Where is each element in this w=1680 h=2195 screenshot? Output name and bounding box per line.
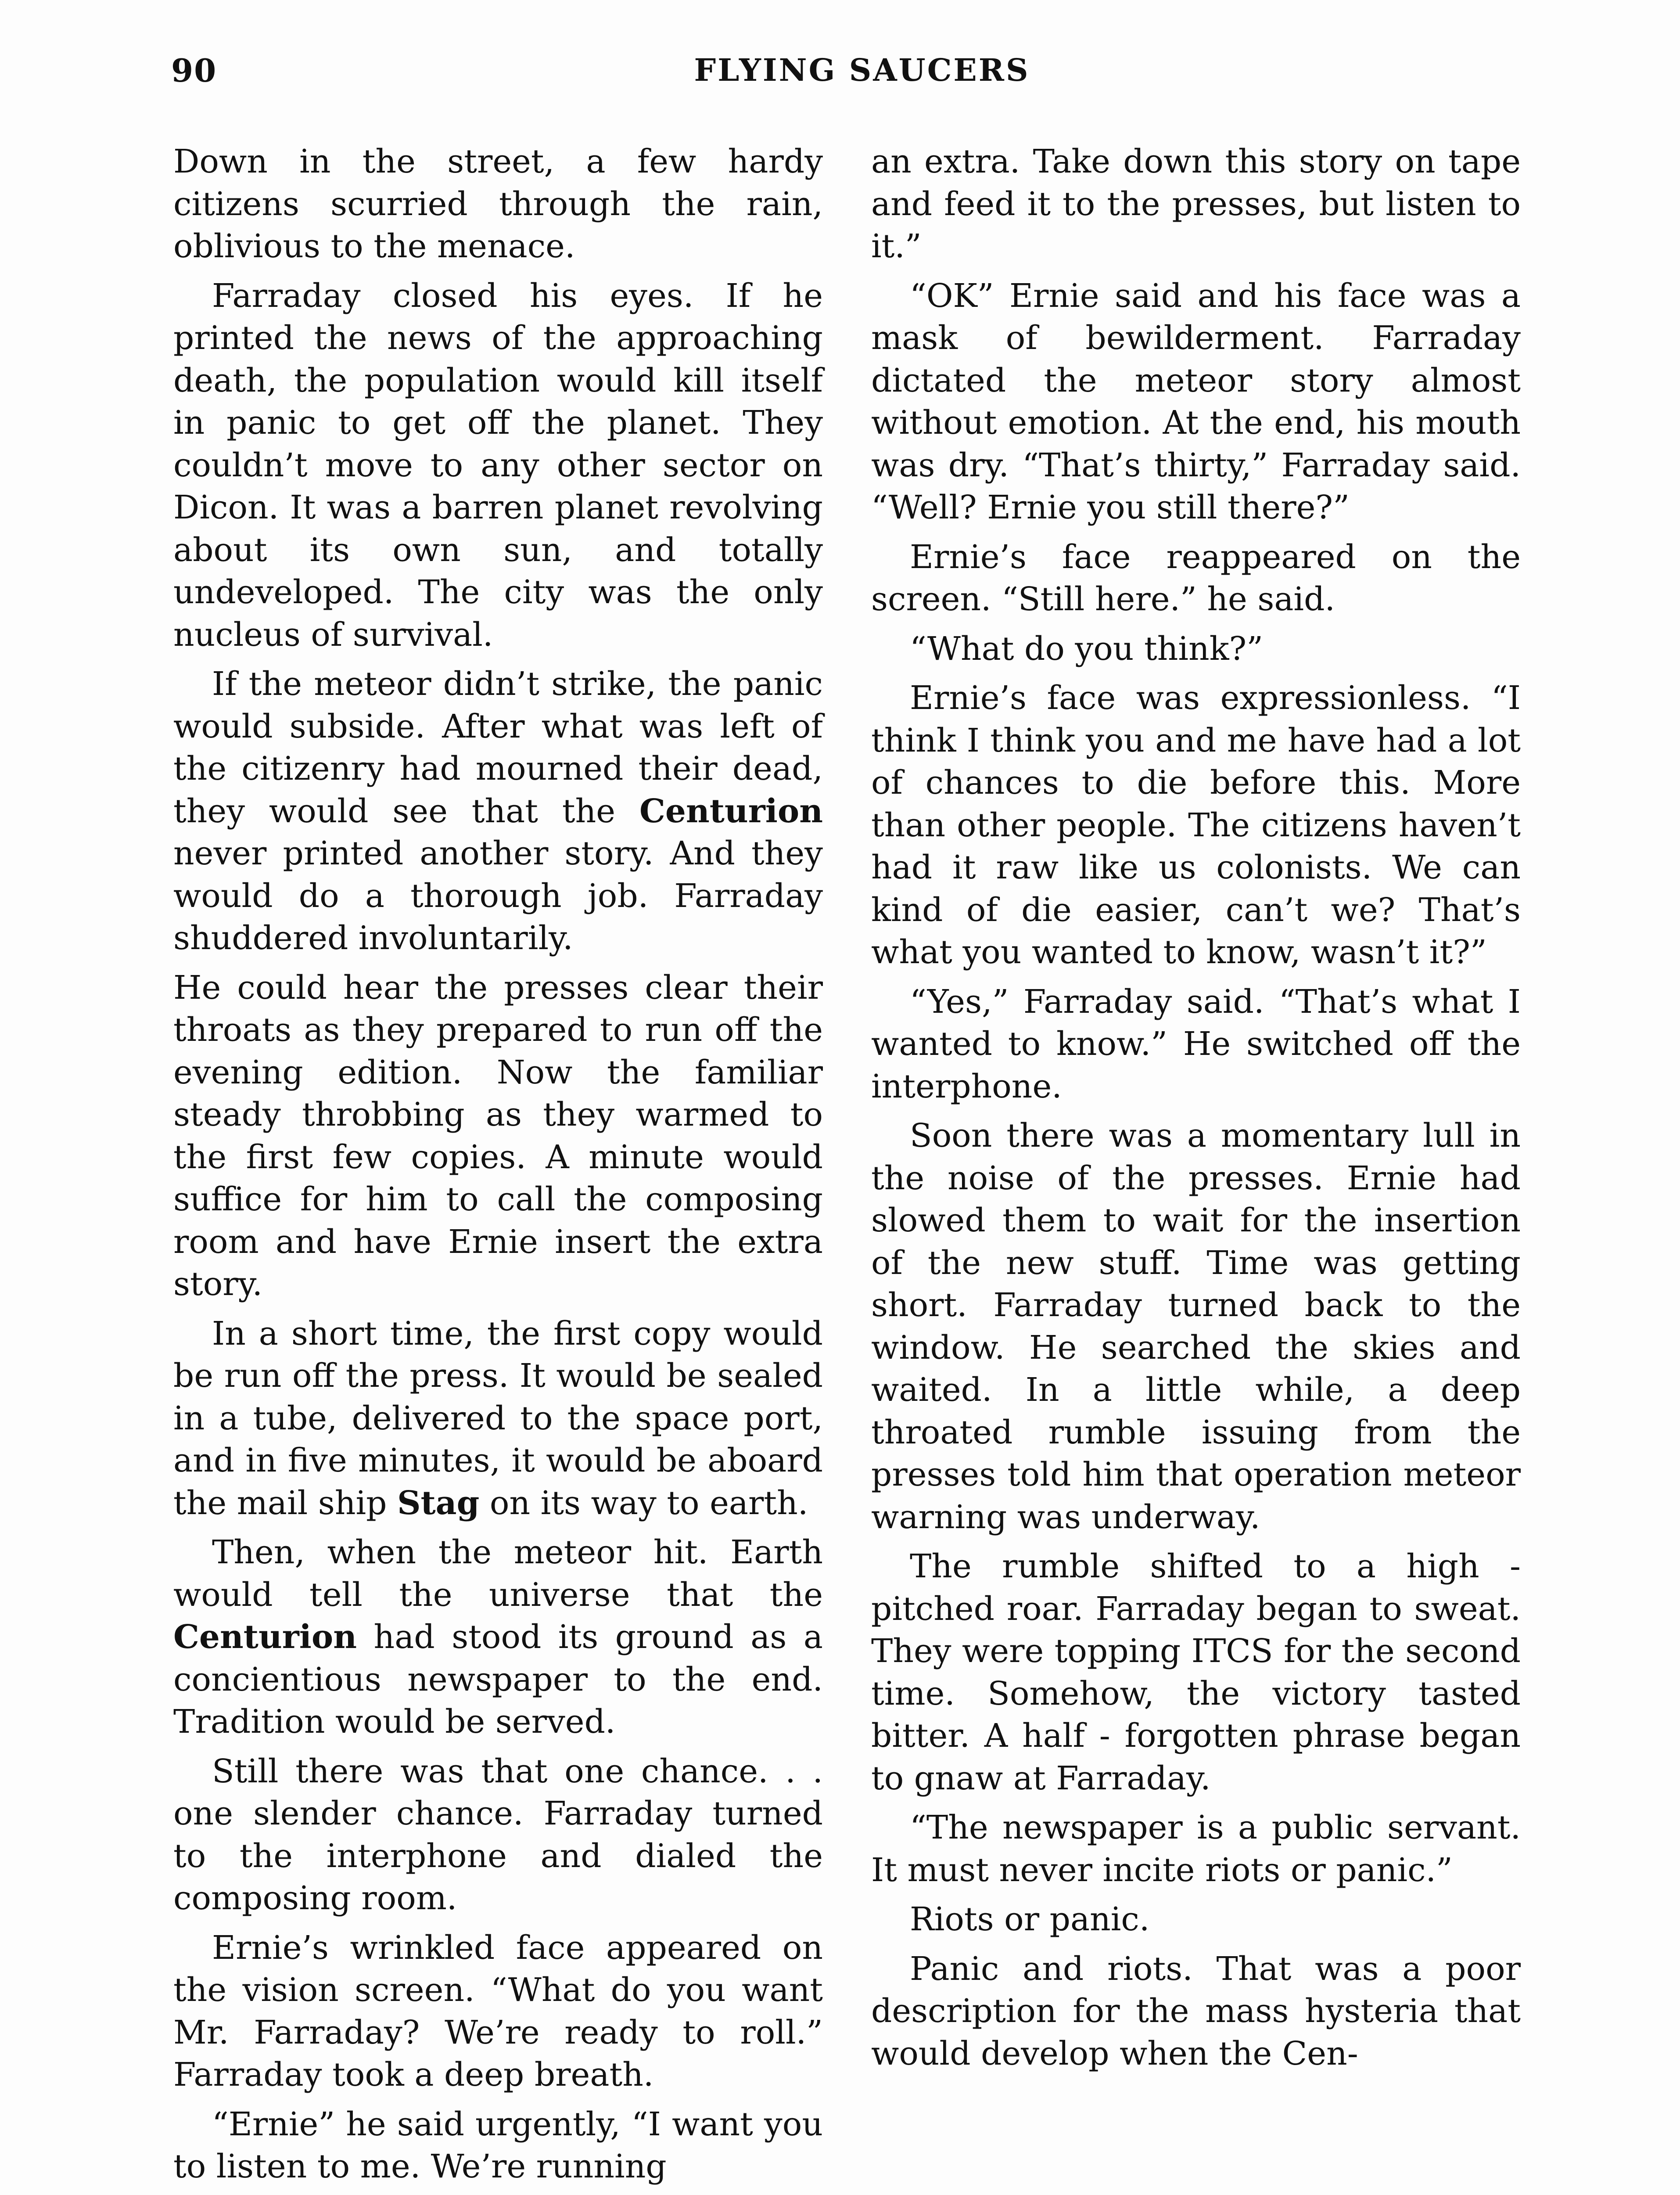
paragraph: Down in the street, a few hardy citizens scurried through the rain, oblivious to the menace. <box>173 143 823 265</box>
paragraph: Ernie’s face reappeared on the screen. “Still here.” he said. <box>871 538 1521 618</box>
paragraph: “The newspaper is a public servant. It must never incite riots or panic.” <box>871 1809 1521 1889</box>
page-number: 90 <box>171 52 217 89</box>
paragraph: Panic and riots. That was a poor description for the mass hysteria that would develop when the Cen- <box>871 1950 1521 2073</box>
page-header <box>171 52 1553 104</box>
paragraph: The rumble shifted to a high - pitched roar. Farraday began to sweat. They were topping ITCS for the second time. Somehow, the victory tasted bitter. A half - forgotten phrase began to gnaw at Farraday. <box>871 1547 1521 1797</box>
paragraph: “OK” Ernie said and his face was a mask of bewilderment. Farraday dictated the meteor story almost without emotion. At the end, his mouth was dry. “That’s thirty,” Farraday said. “Well? Ernie you still there?” <box>871 277 1521 526</box>
paragraph: Ernie’s face was expressionless. “I think I think you and me have had a lot of chances to die before this. More than other people. The citizens haven’t had it raw like us colonists. We can kind of die easier, can’t we? That’s what you wanted to know, wasn’t it?” <box>871 679 1521 971</box>
newspaper-name: Centurion <box>173 1618 357 1656</box>
paragraph: If the meteor didn’t strike, the panic would subside. After what was left of the citizenry had mourned their dead, they would see that the Centurion never printed another story. And they would do a thorough job. Farraday shuddered involuntarily. <box>173 665 823 957</box>
running-title: FLYING SAUCERS <box>694 52 1030 88</box>
paragraph: In a short time, the first copy would be run off the press. It would be sealed in a tube, delivered to the space port, and in five minutes, it would be aboard the mail ship Stag on its way to earth. <box>173 1314 823 1522</box>
left-text-column <box>173 140 823 2195</box>
paragraph: He could hear the presses clear their throats as they prepared to run off the evening edition. Now the familiar steady throbbing as they warmed to the first few copies. A minute would suffice for him to call the composing room and have Ernie insert the extra story. <box>173 968 823 1303</box>
paragraph: Ernie’s wrinkled face appeared on the vision screen. “What do you want Mr. Farraday? We’re ready to roll.” Farraday took a deep breath. <box>173 1929 823 2094</box>
paragraph: an extra. Take down this story on tape and feed it to the presses, but listen to it.” <box>871 143 1521 265</box>
paragraph: “What do you think?” <box>910 630 1264 668</box>
paragraph: “Yes,” Farraday said. “That’s what I wanted to know.” He switched off the interphone. <box>871 982 1521 1105</box>
paragraph: Farraday closed his eyes. If he printed the news of the approaching death, the population would kill itself in panic to get off the planet. They couldn’t move to any other sector on Dicon. It was a barren planet revolving about its own sun, and totally undeveloped. The city was the only nucleus of survival. <box>173 277 823 654</box>
paragraph: “Ernie” he said urgently, “I want you to listen to me. We’re running <box>173 2105 823 2185</box>
paragraph: Soon there was a momentary lull in the noise of the presses. Ernie had slowed them to wait for the insertion of the new stuff. Time was getting short. Farraday turned back to the window. He searched the skies and waited. In a little while, a deep throated rumble issuing from the presses told him that operation meteor warning was underway. <box>871 1117 1521 1536</box>
newspaper-name: Centurion <box>639 792 823 830</box>
paragraph: Riots or panic. <box>910 1900 1150 1938</box>
paragraph: Still there was that one chance. . . one slender chance. Farraday turned to the interphone and dialed the composing room. <box>173 1752 823 1917</box>
ship-name: Stag <box>397 1484 480 1522</box>
right-text-column <box>871 140 1521 2082</box>
paragraph: Then, when the meteor hit. Earth would tell the universe that the Centurion had stood its ground as a concientious newspaper to the end. Tradition would be served. <box>173 1533 823 1741</box>
